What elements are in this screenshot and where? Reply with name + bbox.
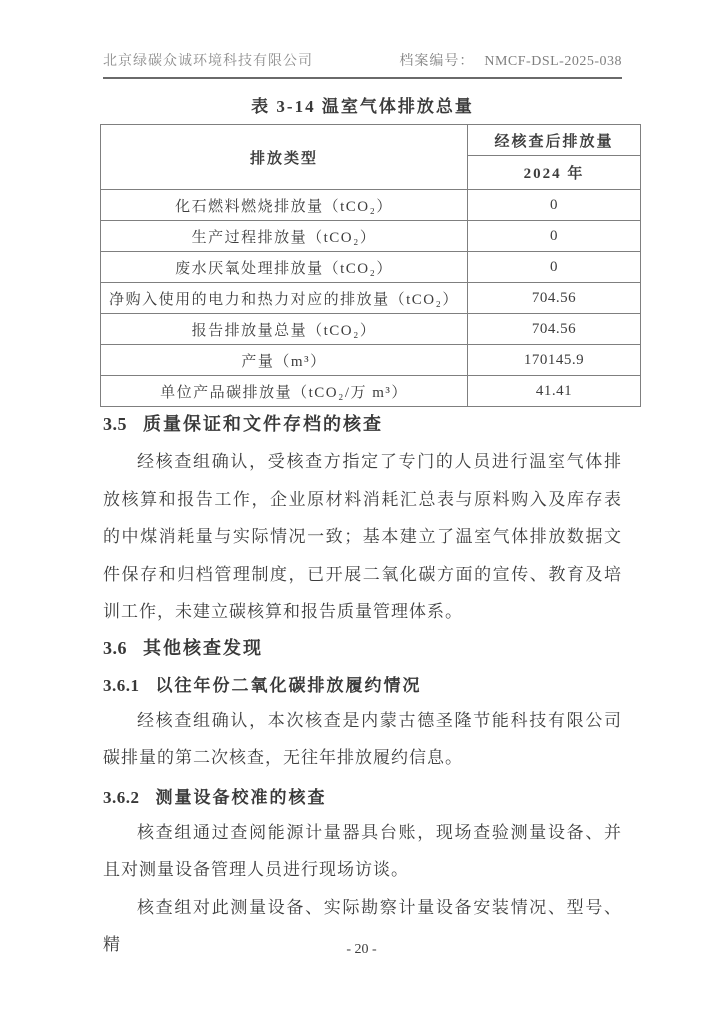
table-row [101,314,641,345]
section-title: 以往年份二氧化碳排放履约情况 [155,675,422,695]
row-value: 704.56 [468,314,641,345]
row-label: 产量（m³） [101,345,468,376]
paragraph-3-5: 经核查组确认，受核查方指定了专门的人员进行温室气体排放核算和报告工作，企业原材料消耗汇总表与原料购入及库存表的中煤消耗量与实际情况一致；基本建立了温室气体排放数据文件保存和归档管理制度，已开展二氧化碳方面的宣传、教育及培训工作，未建立碳核算和报告质量管理体系。 [103,452,622,621]
archive-number-value: NMCF-DSL-2025-038 [484,54,622,69]
table-title: 表 3-14 温室气体排放总量 [251,97,474,116]
column-header-verified-emissions: 经核查后排放量 [468,125,641,156]
paragraph-3-6-2-a: 核查组通过查阅能源计量器具台账，现场查验测量设备、并且对测量设备管理人员进行现场访谈。 [103,822,622,879]
row-value: 41.41 [468,376,641,407]
page-header [103,50,622,79]
body-content [103,406,622,964]
section-title: 其他核查发现 [143,637,263,658]
section-number: 3.6 [103,637,127,658]
paragraph-3-6-2-b: 核查组对此测量设备、实际勘察计量设备安装情况、型号、精 [103,897,622,954]
row-value: 170145.9 [468,345,641,376]
column-header-year: 2024 年 [468,156,641,190]
section-title: 质量保证和文件存档的核查 [143,414,383,434]
section-number: 3.6.1 [103,675,140,695]
table-row [101,190,641,221]
table-row [101,376,641,407]
row-label: 生产过程排放量（tCO₂） [101,221,468,252]
row-value: 0 [468,252,641,283]
section-number: 3.5 [103,414,127,434]
table-header-row-1 [101,125,641,156]
archive-number-group [399,50,622,70]
section-heading-3-6-2 [103,783,622,808]
row-label: 化石燃料燃烧排放量（tCO₂） [101,190,468,221]
archive-number-label: 档案编号： [399,54,475,69]
paragraph-3-6-1: 经核查组确认，本次核查是内蒙古德圣隆节能科技有限公司碳排量的第二次核查，无往年排放履约信息。 [103,710,622,767]
table-row [101,252,641,283]
section-heading-3-5 [103,410,622,436]
table-row [101,221,641,252]
section-title: 测量设备校准的核查 [155,787,327,807]
section-heading-3-6 [103,634,622,660]
page-number: - 20 - [346,942,377,957]
column-header-emission-type: 排放类型 [101,125,468,190]
emissions-table [100,124,641,407]
company-name: 北京绿碳众诚环境科技有限公司 [103,54,313,69]
row-value: 0 [468,190,641,221]
table-row [101,283,641,314]
section-number: 3.6.2 [103,787,140,807]
table-row [101,345,641,376]
row-label: 单位产品碳排放量（tCO₂/万 m³） [101,376,468,407]
row-value: 704.56 [468,283,641,314]
section-heading-3-6-1 [103,671,622,696]
row-label: 废水厌氧处理排放量（tCO₂） [101,252,468,283]
row-label: 净购入使用的电力和热力对应的排放量（tCO₂） [101,283,468,314]
row-value: 0 [468,221,641,252]
row-label: 报告排放量总量（tCO₂） [101,314,468,345]
